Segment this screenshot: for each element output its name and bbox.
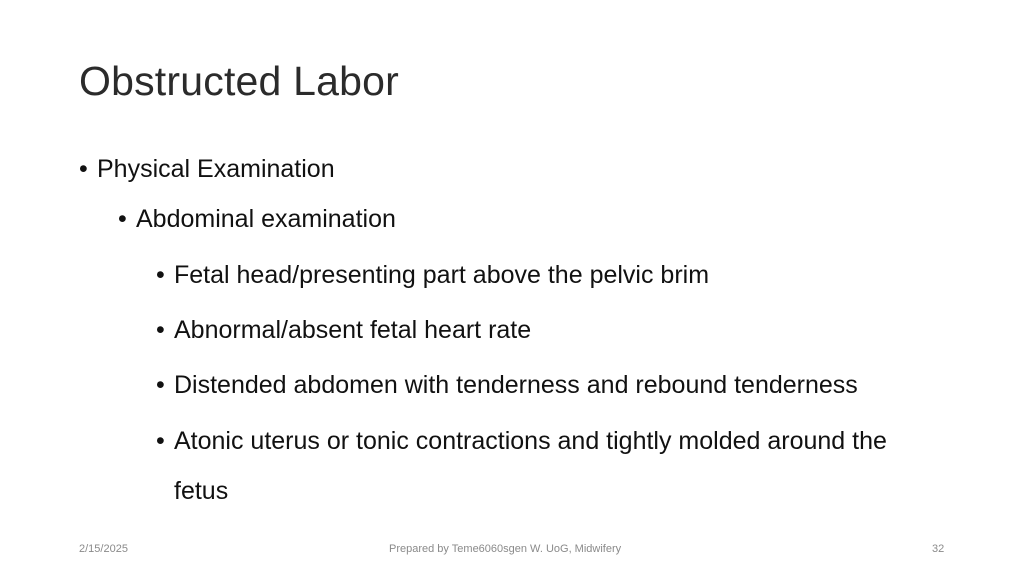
slide-number: 32 — [932, 543, 945, 555]
footer-date: 2/15/2025 — [79, 543, 128, 555]
bullet-text: Physical Examination — [97, 155, 335, 183]
slide-title: Obstructed Labor — [79, 58, 399, 104]
bullet-text: Distended abdomen with tenderness and rebound tenderness — [174, 371, 858, 399]
bullet-dot: • — [156, 261, 165, 289]
bullet-dot: • — [79, 155, 88, 183]
bullet-dot: • — [118, 205, 127, 233]
footer-text: Prepared by Teme6060sgen W. UoG, Midwifery — [389, 543, 622, 555]
bullet-dot: • — [156, 371, 165, 399]
bullet-text: Abdominal examination — [136, 205, 396, 233]
bullet-text: Abnormal/absent fetal heart rate — [174, 316, 532, 344]
bullet-dot: • — [156, 427, 165, 455]
bullet-dot: • — [156, 316, 165, 344]
bullet-text: Fetal head/presenting part above the pelvic brim — [174, 261, 710, 289]
bullet-text: Atonic uterus or tonic contractions and tightly molded around the fetus — [174, 427, 887, 505]
